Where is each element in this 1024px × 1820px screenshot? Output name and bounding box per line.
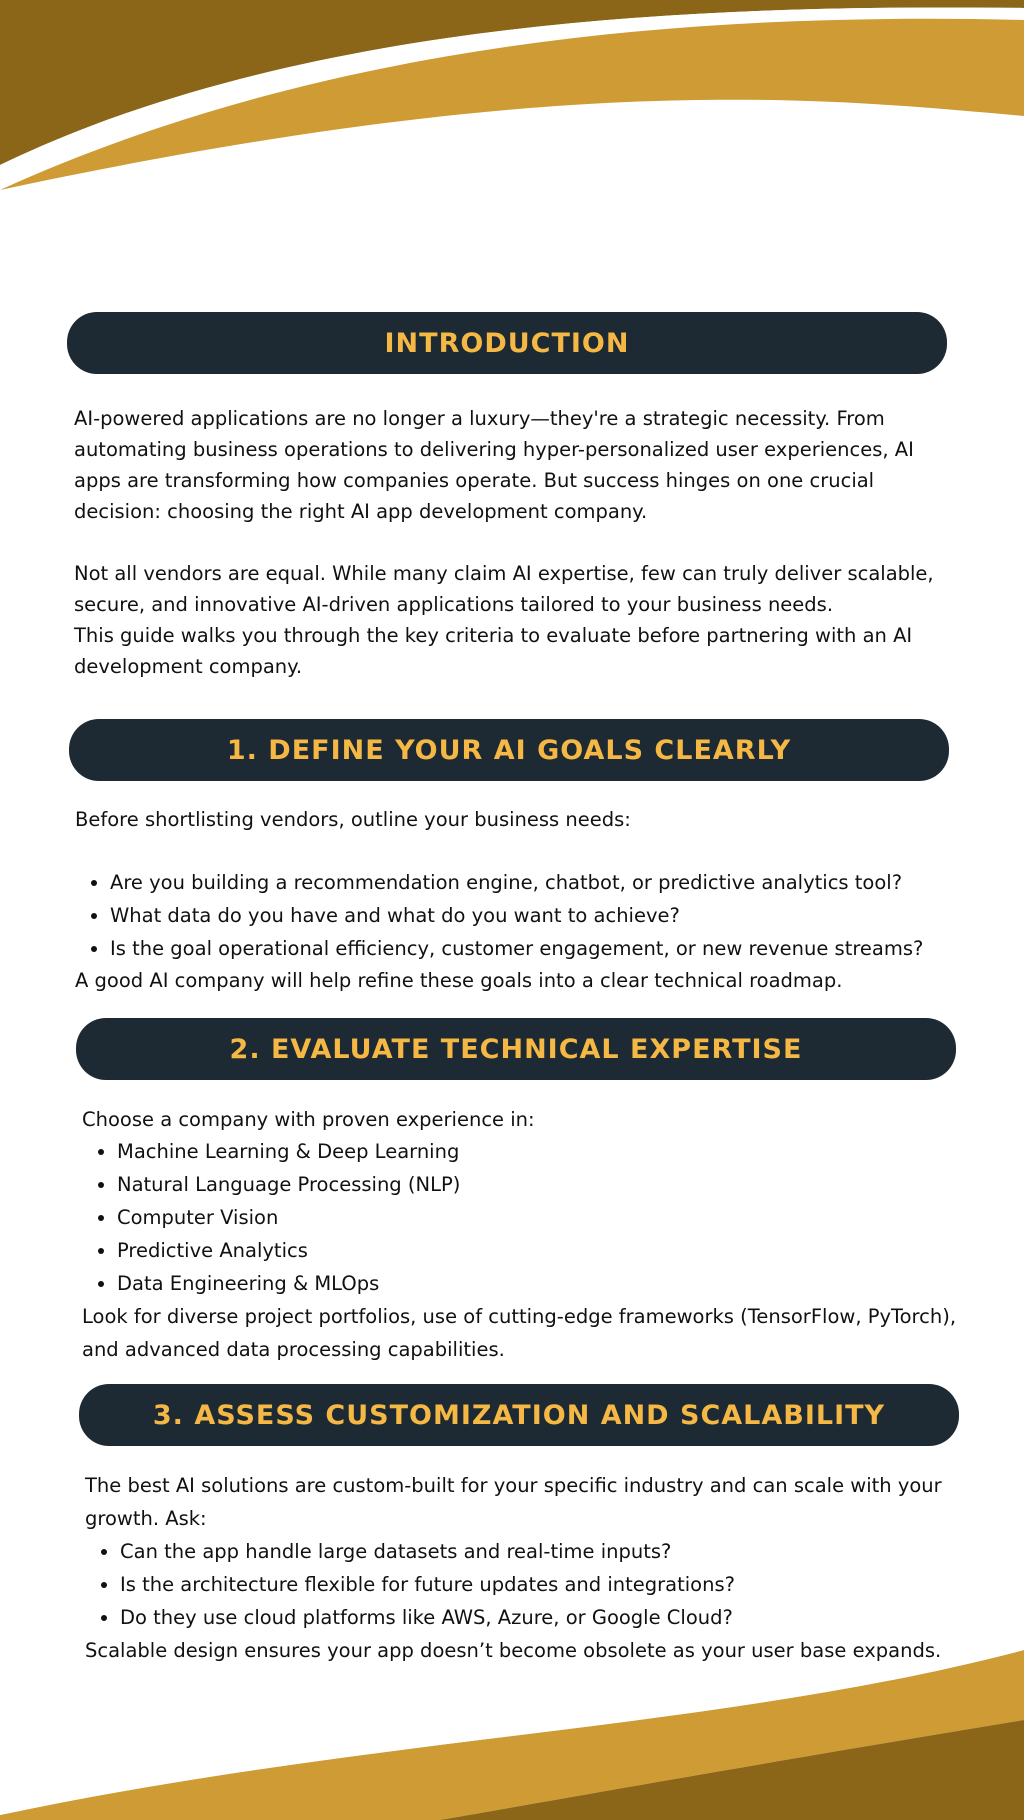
list-item: • What data do you have and what do you want to achieve? bbox=[110, 899, 975, 932]
section3-lead: The best AI solutions are custom-built for your specific industry and can scale with your growth. Ask: bbox=[85, 1474, 942, 1530]
list-item: • Is the goal operational efficiency, customer engagement, or new revenue streams? bbox=[110, 932, 975, 965]
top-wave-decoration bbox=[0, 0, 1024, 200]
list-item: • Can the app handle large datasets and real-time inputs? bbox=[120, 1535, 965, 1568]
section2-closing: Look for diverse project portfolios, use of cutting-edge frameworks (TensorFlow, PyTorch), and advanced data processing capabilities. bbox=[82, 1305, 957, 1361]
section2-heading: 2. EVALUATE TECHNICAL EXPERTISE bbox=[229, 1033, 803, 1065]
intro-heading: INTRODUCTION bbox=[384, 327, 630, 359]
section1-lead: Before shortlisting vendors, outline your business needs: bbox=[75, 808, 631, 831]
section2-lead: Choose a company with proven experience in: bbox=[82, 1108, 535, 1131]
list-item: • Machine Learning & Deep Learning bbox=[117, 1135, 962, 1168]
list-item: • Is the architecture flexible for future updates and integrations? bbox=[120, 1568, 965, 1601]
section1-header bbox=[69, 719, 949, 781]
section1-heading: 1. DEFINE YOUR AI GOALS CLEARLY bbox=[226, 734, 792, 766]
section1-body bbox=[75, 804, 975, 996]
list-item: • Do they use cloud platforms like AWS, Azure, or Google Cloud? bbox=[120, 1601, 965, 1634]
list-item: • Data Engineering & MLOps bbox=[117, 1267, 962, 1300]
section2-list bbox=[82, 1135, 962, 1300]
intro-header bbox=[67, 312, 947, 374]
intro-paragraph-2: Not all vendors are equal. While many claim AI expertise, few can truly deliver scalable, secure, and innovative AI-driven applications tailored to your business needs. bbox=[74, 562, 934, 616]
bottom-wave-decoration bbox=[0, 1620, 1024, 1820]
section3-header bbox=[79, 1384, 959, 1446]
list-item: • Are you building a recommendation engine, chatbot, or predictive analytics tool? bbox=[110, 866, 975, 899]
list-item: • Predictive Analytics bbox=[117, 1234, 962, 1267]
list-item: • Computer Vision bbox=[117, 1201, 962, 1234]
list-item: • Natural Language Processing (NLP) bbox=[117, 1168, 962, 1201]
section2-header bbox=[76, 1018, 956, 1080]
intro-paragraph-3: This guide walks you through the key criteria to evaluate before partnering with an AI development company. bbox=[74, 624, 913, 678]
section2-body bbox=[82, 1104, 962, 1366]
intro-paragraph-1: AI-powered applications are no longer a luxury—they're a strategic necessity. From automating business operations to delivering hyper-personalized user experiences, AI apps are transforming how companies operate. But success hinges on one crucial decision: choosing the right AI app development company. bbox=[74, 407, 914, 523]
section3-closing: Scalable design ensures your app doesn’t become obsolete as your user base expands. bbox=[85, 1639, 942, 1662]
section1-closing: A good AI company will help refine these goals into a clear technical roadmap. bbox=[75, 969, 843, 992]
intro-body bbox=[74, 403, 954, 682]
section1-list bbox=[75, 866, 975, 965]
section3-heading: 3. ASSESS CUSTOMIZATION AND SCALABILITY bbox=[152, 1399, 886, 1431]
